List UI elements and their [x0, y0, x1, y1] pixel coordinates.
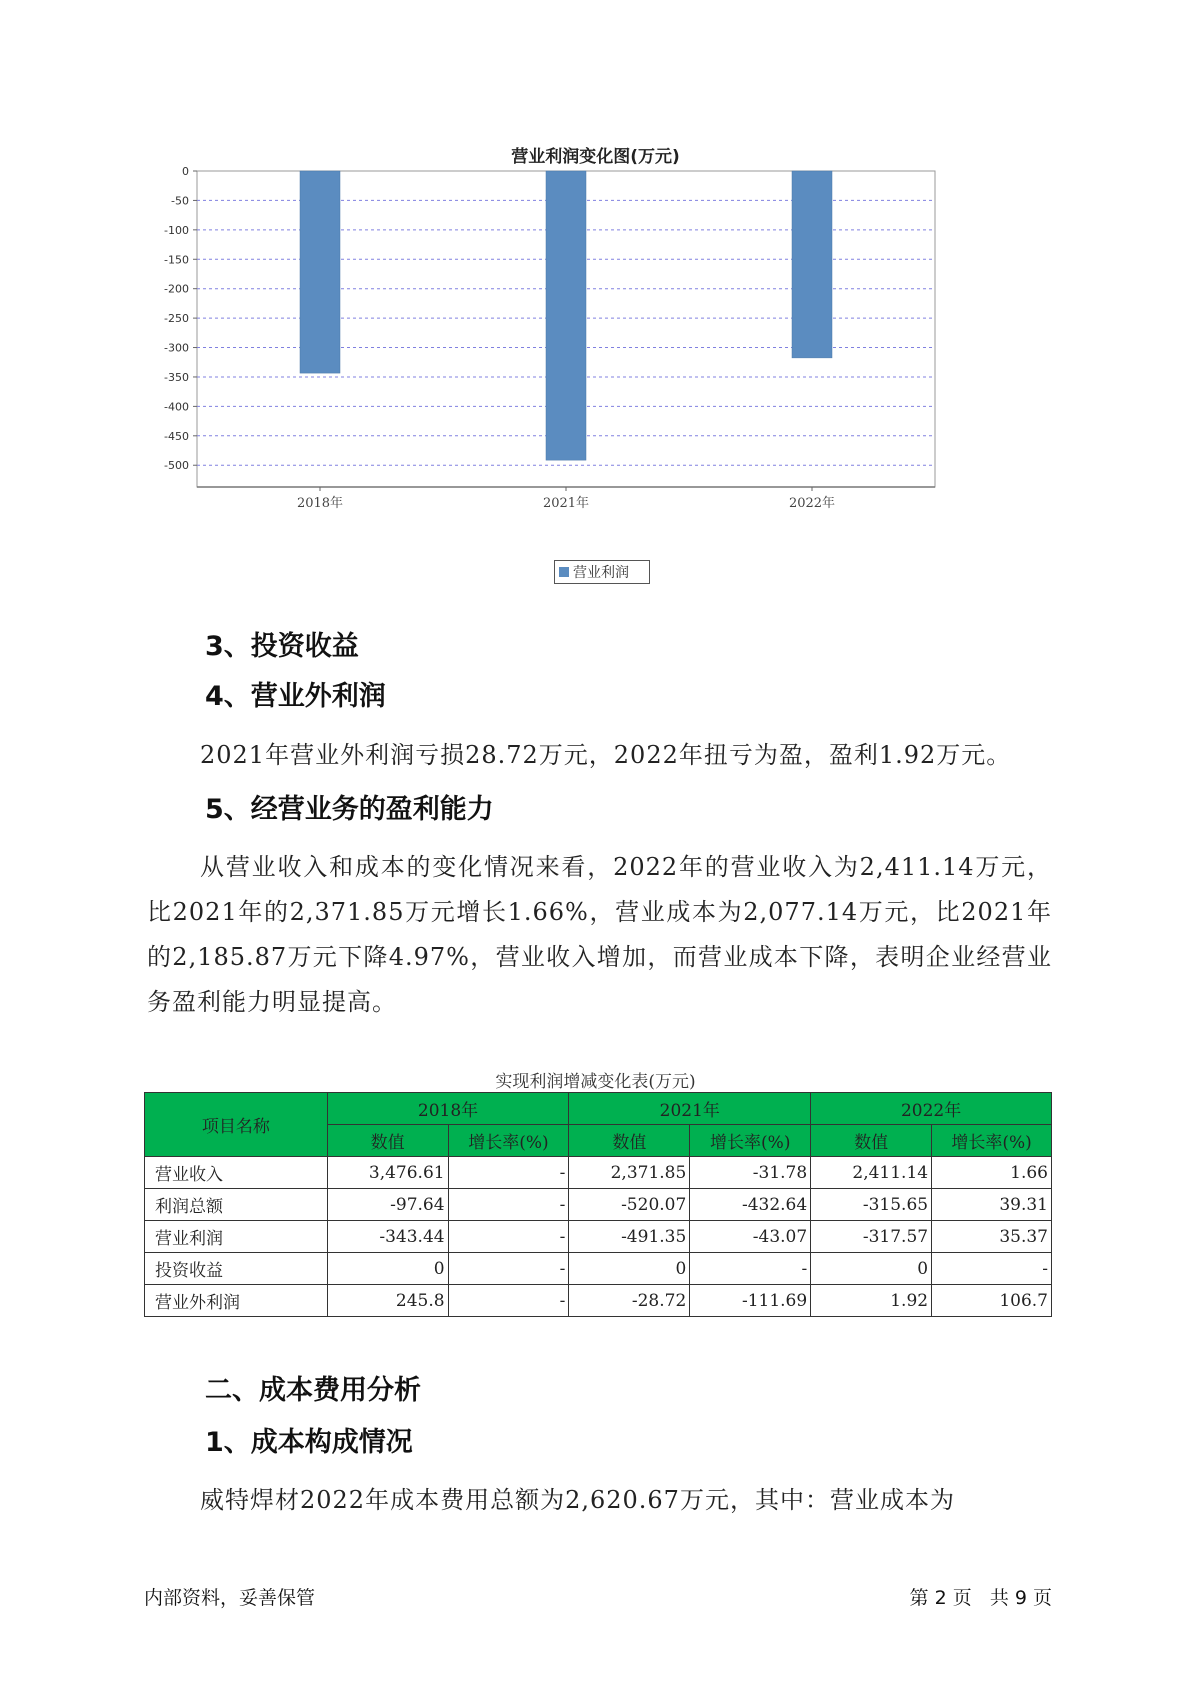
cell-r2021: -31.78: [690, 1157, 811, 1189]
cell-r2022: -: [932, 1253, 1052, 1285]
legend-swatch: [559, 567, 569, 577]
cell-r2018: -: [448, 1157, 569, 1189]
row-label: 利润总额: [145, 1189, 328, 1221]
paragraph-cost-structure: 威特焊材2022年成本费用总额为2,620.67万元，其中：营业成本为: [200, 1486, 955, 1514]
cell-v2018: 3,476.61: [327, 1157, 448, 1189]
cell-v2018: 245.8: [327, 1285, 448, 1317]
legend-label: 营业利润: [573, 565, 629, 581]
cell-v2021: 2,371.85: [569, 1157, 690, 1189]
row-label: 营业收入: [145, 1157, 328, 1189]
cell-r2022: 39.31: [932, 1189, 1052, 1221]
cell-v2022: 2,411.14: [811, 1157, 932, 1189]
y-tick-label: -350: [164, 370, 189, 384]
y-tick-label: -300: [164, 341, 189, 355]
y-tick-label: -400: [164, 400, 189, 414]
cell-r2021: -43.07: [690, 1221, 811, 1253]
cell-r2018: -: [448, 1253, 569, 1285]
bar-2018年: [300, 171, 340, 373]
subheader-value: 数值: [569, 1125, 690, 1157]
footer-confidential: 内部资料，妥善保管: [144, 1587, 316, 1609]
cell-v2021: -520.07: [569, 1189, 690, 1221]
cell-v2022: 0: [811, 1253, 932, 1285]
cell-r2021: -111.69: [690, 1285, 811, 1317]
cell-r2018: -: [448, 1221, 569, 1253]
cell-v2021: -491.35: [569, 1221, 690, 1253]
table-row: [145, 1157, 1052, 1189]
heading-non-operating-profit: 4、营业外利润: [205, 681, 386, 712]
cell-v2021: -28.72: [569, 1285, 690, 1317]
cell-v2018: -97.64: [327, 1189, 448, 1221]
y-tick-label: -500: [164, 459, 189, 473]
cell-r2021: -: [690, 1253, 811, 1285]
paragraph-non-operating-profit: 2021年营业外利润亏损28.72万元，2022年扭亏为盈，盈利1.92万元。: [200, 741, 1012, 769]
row-label: 投资收益: [145, 1253, 328, 1285]
header-year-2022: 2022年: [811, 1093, 1052, 1125]
cell-v2018: -343.44: [327, 1221, 448, 1253]
table-title: 实现利润增减变化表(万元): [495, 1072, 696, 1092]
profit-change-table: [144, 1092, 1052, 1317]
table-row: [145, 1285, 1052, 1317]
cell-v2021: 0: [569, 1253, 690, 1285]
operating-profit-chart: [0, 0, 1191, 600]
subheader-rate: 增长率(%): [690, 1125, 811, 1157]
y-tick-label: -150: [164, 253, 189, 267]
subheader-rate: 增长率(%): [932, 1125, 1052, 1157]
subheader-rate: 增长率(%): [448, 1125, 569, 1157]
cell-r2018: -: [448, 1189, 569, 1221]
cell-r2021: -432.64: [690, 1189, 811, 1221]
table-row: [145, 1221, 1052, 1253]
y-tick-label: -450: [164, 429, 189, 443]
cell-r2018: -: [448, 1285, 569, 1317]
header-year-2021: 2021年: [569, 1093, 811, 1125]
x-tick-label: 2022年: [788, 496, 836, 511]
cell-r2022: 35.37: [932, 1221, 1052, 1253]
header-year-2018: 2018年: [327, 1093, 569, 1125]
x-tick-label: 2021年: [542, 496, 590, 511]
y-tick-label: -50: [171, 194, 189, 208]
y-tick-label: -250: [164, 312, 189, 326]
cell-v2022: 1.92: [811, 1285, 932, 1317]
heading-cost-structure: 1、成本构成情况: [205, 1427, 413, 1458]
subheader-value: 数值: [811, 1125, 932, 1157]
bar-2022年: [792, 171, 832, 358]
cell-v2022: -315.65: [811, 1189, 932, 1221]
row-label: 营业外利润: [145, 1285, 328, 1317]
x-tick-label: 2018年: [296, 496, 344, 511]
table-header-row: [145, 1093, 1052, 1125]
chart-legend: [554, 560, 650, 584]
y-tick-label: 0: [182, 165, 189, 178]
paragraph-profitability: 从营业收入和成本的变化情况来看，2022年的营业收入为2,411.14万元，比2021年的2,371.85万元增长1.66%，营业成本为2,077.14万元，比2021年的2,185.87万元下降4.97%，营业收入增加，而营业成本下降，表明企业经营业务盈利能力明显提高。: [147, 853, 1052, 1016]
cell-v2018: 0: [327, 1253, 448, 1285]
cell-v2022: -317.57: [811, 1221, 932, 1253]
x-axis-ticks: [197, 487, 935, 511]
table-row: [145, 1189, 1052, 1221]
cell-r2022: 106.7: [932, 1285, 1052, 1317]
y-tick-label: -200: [164, 282, 189, 296]
heading-profitability: 5、经营业务的盈利能力: [205, 794, 494, 825]
chart-title: 营业利润变化图(万元): [511, 147, 680, 167]
table-body: [145, 1157, 1052, 1317]
cell-r2022: 1.66: [932, 1157, 1052, 1189]
heading-cost-analysis: 二、成本费用分析: [205, 1375, 421, 1406]
bar-2021年: [546, 171, 586, 460]
row-label: 营业利润: [145, 1221, 328, 1253]
header-item-name: 项目名称: [145, 1093, 328, 1157]
subheader-value: 数值: [327, 1125, 448, 1157]
y-axis-ticks: [164, 165, 197, 472]
heading-investment-income: 3、投资收益: [205, 631, 359, 662]
footer-page-number: 第 2 页 共 9 页: [909, 1587, 1052, 1609]
y-tick-label: -100: [164, 223, 189, 237]
table-row: [145, 1253, 1052, 1285]
